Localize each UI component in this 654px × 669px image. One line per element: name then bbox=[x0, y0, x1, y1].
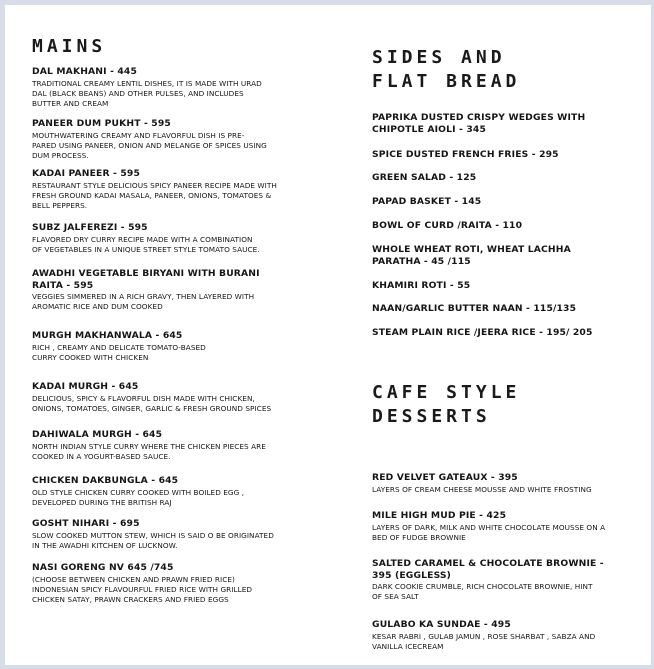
item-title: PAPAD BASKET - 145 bbox=[372, 196, 482, 207]
item-title: BOWL OF CURD /RAITA - 110 bbox=[372, 220, 523, 231]
side-item-naan bbox=[372, 303, 642, 315]
item-desc-line: FRESH GROUND KADAI MASALA, PANEER, ONIONS, TOMATOES & bbox=[32, 190, 272, 200]
item-title: MURGH MAKHANWALA - 645 bbox=[32, 330, 183, 341]
menu-item-dahiwala-murgh bbox=[32, 429, 322, 462]
item-title: GULABO KA SUNDAE - 495 bbox=[372, 619, 511, 630]
menu-item-murgh-makhanwala bbox=[32, 330, 322, 363]
dessert-item-gulabo-sundae bbox=[372, 619, 642, 652]
item-title: PAPRIKA DUSTED CRISPY WEDGES WITH bbox=[372, 112, 586, 123]
item-desc-line: TRADITIONAL CREAMY LENTIL DISHES, IT IS MADE WITH URAD bbox=[32, 78, 262, 88]
menu-item-gosht-nihari bbox=[32, 518, 322, 551]
desserts-heading-line: DESSERTS bbox=[372, 406, 491, 427]
item-desc-line: SLOW COOKED MUTTON STEW, WHICH IS SAID O BE ORIGINATED bbox=[32, 530, 274, 540]
mains-heading: MAINS bbox=[32, 36, 107, 57]
item-desc-line: BED OF FUDGE BROWNIE bbox=[372, 532, 466, 542]
side-item-curd-raita bbox=[372, 220, 642, 232]
item-title: KHAMIRI ROTI - 55 bbox=[372, 280, 471, 291]
item-title: DAHIWALA MURGH - 645 bbox=[32, 429, 163, 440]
item-desc-line: DARK COOKIE CRUMBLE, RICH CHOCOLATE BROWNIE, HINT bbox=[372, 582, 593, 591]
item-desc-line: DUM PROCESS. bbox=[32, 150, 89, 160]
item-title: NAAN/GARLIC BUTTER NAAN - 115/135 bbox=[372, 303, 577, 314]
menu-page bbox=[5, 5, 651, 665]
item-desc-line: RICH , CREAMY AND DELICATE TOMATO-BASED bbox=[32, 342, 206, 352]
sides-heading-line: FLAT BREAD bbox=[372, 71, 521, 92]
item-desc-line: LAYERS OF CREAM CHEESE MOUSSE AND WHITE FROSTING bbox=[372, 484, 592, 494]
item-desc-line: RESTAURANT STYLE DELICIOUS SPICY PANEER RECIPE MADE WITH bbox=[32, 180, 277, 190]
side-item-roti-paratha bbox=[372, 244, 642, 267]
item-desc-line: INDONESIAN SPICY FLAVOURFUL FRIED RICE WITH GRILLED bbox=[32, 584, 253, 594]
item-title: PARATHA - 45 /115 bbox=[372, 255, 471, 267]
menu-item-nasi-goreng bbox=[32, 562, 322, 605]
item-title: AWADHI VEGETABLE BIRYANI WITH BURANI bbox=[32, 268, 260, 279]
item-title: KADAI MURGH - 645 bbox=[32, 381, 139, 392]
side-item-paprika-wedges bbox=[372, 112, 642, 135]
menu-item-chicken-dakbungla bbox=[32, 475, 322, 508]
item-desc-line: ONIONS, TOMATOES, GINGER, GARLIC & FRESH GROUND SPICES bbox=[32, 403, 272, 413]
item-title: MILE HIGH MUD PIE - 425 bbox=[372, 510, 507, 521]
item-desc-line: VANILLA ICECREAM bbox=[372, 641, 444, 651]
item-title: SALTED CARAMEL & CHOCOLATE BROWNIE - bbox=[372, 558, 604, 569]
menu-item-awadhi-biryani bbox=[32, 268, 322, 312]
item-desc-line: KESAR RABRI , GULAB JAMUN , ROSE SHARBAT , SABZA AND bbox=[372, 631, 596, 641]
side-item-green-salad bbox=[372, 172, 642, 184]
item-desc-line: COOKED IN A YOGURT-BASED SAUCE. bbox=[32, 451, 171, 461]
item-desc-line: DEVELOPED DURING THE BRITISH RAJ bbox=[32, 497, 172, 507]
item-title: WHOLE WHEAT ROTI, WHEAT LACHHA bbox=[372, 244, 571, 255]
item-title: GOSHT NIHARI - 695 bbox=[32, 518, 140, 529]
item-title: RED VELVET GATEAUX - 395 bbox=[372, 472, 518, 483]
menu-item-kadai-paneer bbox=[32, 168, 322, 211]
item-title: CHICKEN DAKBUNGLA - 645 bbox=[32, 475, 179, 486]
item-desc-line: DAL (BLACK BEANS) AND OTHER PULSES, AND INCLUDES bbox=[32, 88, 244, 98]
item-desc-line: LAYERS OF DARK, MILK AND WHITE CHOCOLATE MOUSSE ON A bbox=[372, 522, 606, 532]
desserts-heading bbox=[372, 381, 520, 429]
item-desc-line: OF VEGETABLES IN A UNIQUE STREET STYLE TOMATO SAUCE. bbox=[32, 244, 260, 254]
item-desc-line: CURRY COOKED WITH CHICKEN bbox=[32, 352, 149, 362]
side-item-rice bbox=[372, 327, 642, 339]
item-desc-line: CHICKEN SATAY, PRAWN CRACKERS AND FRIED EGGS bbox=[32, 594, 229, 604]
item-desc-line: BUTTER AND CREAM bbox=[32, 98, 109, 108]
item-desc-line: AROMATIC RICE AND DUM COOKED bbox=[32, 302, 163, 312]
menu-item-subz-jalferezi bbox=[32, 222, 322, 255]
dessert-item-red-velvet bbox=[372, 472, 642, 495]
item-title: RAITA - 595 bbox=[32, 279, 94, 291]
item-desc-line: PARED USING PANEER, ONION AND MELANGE OF SPICES USING bbox=[32, 140, 267, 150]
side-item-khamiri-roti bbox=[372, 280, 642, 292]
item-title: DAL MAKHANI - 445 bbox=[32, 66, 138, 77]
item-desc-line: FLAVORED DRY CURRY RECIPE MADE WITH A COMBINATION bbox=[32, 234, 253, 244]
sides-heading bbox=[372, 46, 520, 94]
item-title: 395 (EGGLESS) bbox=[372, 569, 452, 581]
item-title: SUBZ JALFEREZI - 595 bbox=[32, 222, 148, 233]
item-desc-line: NORTH INDIAN STYLE CURRY WHERE THE CHICKEN PIECES ARE bbox=[32, 441, 266, 451]
item-title: GREEN SALAD - 125 bbox=[372, 172, 477, 183]
menu-item-kadai-murgh bbox=[32, 381, 322, 414]
desserts-heading-line: CAFE STYLE bbox=[372, 382, 521, 403]
sides-heading-line: SIDES AND bbox=[372, 47, 506, 68]
side-item-french-fries bbox=[372, 149, 642, 161]
item-desc-line: VEGGIES SIMMERED IN A RICH GRAVY, THEN LAYERED WITH bbox=[32, 292, 255, 301]
item-desc-line: MOUTHWATERING CREAMY AND FLAVORFUL DISH IS PRE- bbox=[32, 130, 245, 140]
dessert-item-mud-pie bbox=[372, 510, 642, 543]
item-title: CHIPOTLE AIOLI - 345 bbox=[372, 123, 486, 135]
menu-item-dal-makhani bbox=[32, 66, 322, 109]
dessert-item-brownie bbox=[372, 558, 642, 602]
item-title: NASI GORENG NV 645 /745 bbox=[32, 562, 174, 573]
item-desc-line: IN THE AWADHI KITCHEN OF LUCKNOW. bbox=[32, 540, 178, 550]
item-title: KADAI PANEER - 595 bbox=[32, 168, 140, 179]
item-desc-line: OLD STYLE CHICKEN CURRY COOKED WITH BOILED EGG , bbox=[32, 487, 245, 497]
item-desc-line: BELL PEPPERS. bbox=[32, 200, 88, 210]
item-title: SPICE DUSTED FRENCH FRIES - 295 bbox=[372, 149, 559, 160]
menu-item-paneer-dum-pukht bbox=[32, 118, 322, 161]
side-item-papad-basket bbox=[372, 196, 642, 208]
item-desc-line: OF SEA SALT bbox=[372, 592, 419, 602]
item-desc-line: DELICIOUS, SPICY & FLAVORFUL DISH MADE WITH CHICKEN, bbox=[32, 393, 255, 403]
item-title: STEAM PLAIN RICE /JEERA RICE - 195/ 205 bbox=[372, 327, 593, 338]
item-desc-line: (CHOOSE BETWEEN CHICKEN AND PRAWN FRIED RICE) bbox=[32, 574, 235, 584]
item-title: PANEER DUM PUKHT - 595 bbox=[32, 118, 171, 129]
